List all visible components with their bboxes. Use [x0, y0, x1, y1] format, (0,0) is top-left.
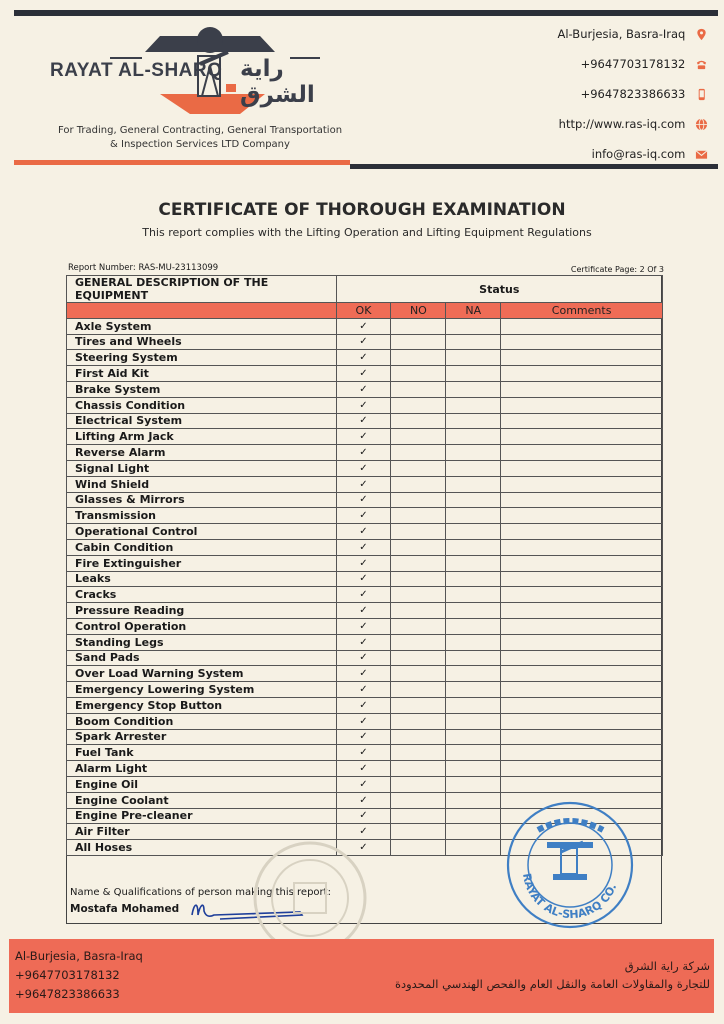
no-cell: [391, 350, 446, 366]
na-cell: [446, 682, 501, 698]
checklist-body: [67, 318, 663, 855]
equipment-item-label: Pressure Reading: [67, 603, 337, 619]
table-row: [67, 445, 663, 461]
no-cell: [391, 745, 446, 761]
ok-check-cell: ✓: [336, 729, 391, 745]
table-row: [67, 334, 663, 350]
comments-cell: [501, 492, 663, 508]
na-cell: [446, 808, 501, 824]
no-cell: [391, 413, 446, 429]
footer-bar: [9, 939, 714, 1013]
no-cell: [391, 792, 446, 808]
na-cell: [446, 697, 501, 713]
equipment-item-label: Fire Extinguisher: [67, 555, 337, 571]
comments-cell: [501, 460, 663, 476]
comments-cell: [501, 761, 663, 777]
contact-address: [478, 26, 708, 56]
comments-cell: [501, 476, 663, 492]
equipment-description-header: GENERAL DESCRIPTION OF THE EQUIPMENT: [67, 276, 337, 303]
no-cell: [391, 318, 446, 334]
equipment-item-label: Control Operation: [67, 618, 337, 634]
na-cell: [446, 555, 501, 571]
ok-check-cell: ✓: [336, 429, 391, 445]
ok-check-cell: ✓: [336, 524, 391, 540]
equipment-item-label: Standing Legs: [67, 634, 337, 650]
equipment-item-label: Leaks: [67, 571, 337, 587]
ok-check-cell: ✓: [336, 808, 391, 824]
equipment-item-label: Spark Arrester: [67, 729, 337, 745]
logo-text-en: RAYAT AL-SHARQ: [50, 60, 223, 81]
table-row: [67, 713, 663, 729]
na-cell: [446, 603, 501, 619]
ok-check-cell: ✓: [336, 745, 391, 761]
footer-company-ar: شركة راية الشرق: [624, 959, 710, 973]
footer-arabic: [395, 957, 710, 993]
tagline-line-1: For Trading, General Contracting, General Transportation: [57, 125, 343, 136]
ok-check-cell: ✓: [336, 381, 391, 397]
equipment-item-label: Emergency Stop Button: [67, 697, 337, 713]
column-ok-header: OK: [336, 303, 391, 319]
table-row: [67, 587, 663, 603]
equipment-item-label: Chassis Condition: [67, 397, 337, 413]
contact-phone-2: [478, 86, 708, 116]
no-cell: [391, 555, 446, 571]
ok-check-cell: ✓: [336, 824, 391, 840]
ok-check-cell: ✓: [336, 445, 391, 461]
table-row: [67, 650, 663, 666]
ok-check-cell: ✓: [336, 776, 391, 792]
na-cell: [446, 445, 501, 461]
comments-cell: [501, 381, 663, 397]
comments-cell: [501, 666, 663, 682]
footer-phone-1: +9647703178132: [15, 968, 120, 982]
comments-cell: [501, 776, 663, 792]
ok-check-cell: ✓: [336, 334, 391, 350]
na-cell: [446, 350, 501, 366]
na-cell: [446, 318, 501, 334]
na-cell: [446, 524, 501, 540]
stamp-text: RAYAT AL-SHARQ CO.: [520, 872, 620, 922]
table-row: [67, 697, 663, 713]
comments-cell: [501, 587, 663, 603]
na-cell: [446, 397, 501, 413]
ok-check-cell: ✓: [336, 460, 391, 476]
table-row: [67, 524, 663, 540]
no-cell: [391, 381, 446, 397]
ok-check-cell: ✓: [336, 350, 391, 366]
equipment-item-label: Cracks: [67, 587, 337, 603]
footer-address: Al-Burjesia, Basra-Iraq: [15, 949, 143, 963]
inspection-checklist-table: [66, 275, 663, 856]
column-no-header: NO: [391, 303, 446, 319]
table-row: [67, 508, 663, 524]
na-cell: [446, 571, 501, 587]
na-cell: [446, 666, 501, 682]
location-pin-icon: [695, 28, 708, 41]
na-cell: [446, 840, 501, 856]
na-cell: [446, 413, 501, 429]
inspector-name: Mostafa Mohamed: [70, 903, 180, 915]
na-cell: [446, 729, 501, 745]
header-divider-orange: [14, 160, 350, 165]
table-header-row: [67, 276, 663, 303]
table-row: [67, 745, 663, 761]
logo-text-ar: راية الشرق: [240, 56, 315, 108]
comments-cell: [501, 413, 663, 429]
no-cell: [391, 334, 446, 350]
ok-check-cell: ✓: [336, 603, 391, 619]
comments-cell: [501, 429, 663, 445]
na-cell: [446, 792, 501, 808]
equipment-item-label: Lifting Arm Jack: [67, 429, 337, 445]
no-cell: [391, 603, 446, 619]
equipment-item-label: Electrical System: [67, 413, 337, 429]
contact-email-text: info@ras-iq.com: [591, 147, 686, 161]
ok-check-cell: ✓: [336, 476, 391, 492]
table-row: [67, 397, 663, 413]
signature-label: Name & Qualifications of person making this report:: [70, 887, 331, 898]
footer-phone-2: +9647823386633: [15, 987, 120, 1001]
comments-cell: [501, 682, 663, 698]
equipment-item-label: First Aid Kit: [67, 366, 337, 382]
column-comments-header: Comments: [501, 303, 663, 319]
ok-check-cell: ✓: [336, 587, 391, 603]
ok-check-cell: ✓: [336, 713, 391, 729]
table-row: [67, 492, 663, 508]
company-stamp: [503, 800, 638, 930]
equipment-item-label: Glasses & Mirrors: [67, 492, 337, 508]
equipment-item-label: Axle System: [67, 318, 337, 334]
contact-block: [478, 26, 708, 176]
mobile-phone-icon: [695, 88, 708, 101]
table-subheader-row: [67, 303, 663, 319]
table-row: [67, 318, 663, 334]
document-title: CERTIFICATE OF THOROUGH EXAMINATION: [158, 200, 566, 220]
comments-cell: [501, 334, 663, 350]
equipment-item-label: Engine Oil: [67, 776, 337, 792]
no-cell: [391, 776, 446, 792]
contact-phone-2-text: +9647823386633: [580, 87, 686, 101]
equipment-item-label: Transmission: [67, 508, 337, 524]
na-cell: [446, 508, 501, 524]
telephone-icon: [695, 58, 708, 71]
ok-check-cell: ✓: [336, 318, 391, 334]
comments-cell: [501, 366, 663, 382]
no-cell: [391, 697, 446, 713]
contact-website: [478, 116, 708, 146]
na-cell: [446, 476, 501, 492]
no-cell: [391, 571, 446, 587]
comments-cell: [501, 745, 663, 761]
table-row: [67, 381, 663, 397]
ok-check-cell: ✓: [336, 366, 391, 382]
table-row: [67, 666, 663, 682]
ok-check-cell: ✓: [336, 840, 391, 856]
ok-check-cell: ✓: [336, 618, 391, 634]
equipment-item-label: Signal Light: [67, 460, 337, 476]
no-cell: [391, 650, 446, 666]
globe-icon: [695, 118, 708, 131]
comments-cell: [501, 555, 663, 571]
contact-phone-1-text: +9647703178132: [580, 57, 686, 71]
ok-check-cell: ✓: [336, 508, 391, 524]
comments-cell: [501, 618, 663, 634]
no-cell: [391, 397, 446, 413]
na-cell: [446, 745, 501, 761]
no-cell: [391, 366, 446, 382]
no-cell: [391, 445, 446, 461]
na-cell: [446, 650, 501, 666]
comments-cell: [501, 713, 663, 729]
footer-contact: [15, 947, 143, 1004]
na-cell: [446, 429, 501, 445]
na-cell: [446, 587, 501, 603]
equipment-item-label: Emergency Lowering System: [67, 682, 337, 698]
company-logo: [50, 22, 350, 117]
comments-cell: [501, 697, 663, 713]
equipment-item-label: Operational Control: [67, 524, 337, 540]
equipment-item-label: Over Load Warning System: [67, 666, 337, 682]
no-cell: [391, 524, 446, 540]
no-cell: [391, 761, 446, 777]
equipment-item-label: Cabin Condition: [67, 539, 337, 555]
equipment-item-label: Reverse Alarm: [67, 445, 337, 461]
comments-cell: [501, 445, 663, 461]
comments-cell: [501, 603, 663, 619]
ok-check-cell: ✓: [336, 666, 391, 682]
ok-check-cell: ✓: [336, 650, 391, 666]
no-cell: [391, 476, 446, 492]
table-row: [67, 429, 663, 445]
equipment-item-label: Tires and Wheels: [67, 334, 337, 350]
na-cell: [446, 381, 501, 397]
comments-cell: [501, 524, 663, 540]
comments-cell: [501, 571, 663, 587]
table-row: [67, 350, 663, 366]
na-cell: [446, 761, 501, 777]
table-row: [67, 476, 663, 492]
company-tagline: [50, 124, 350, 152]
equipment-item-label: Engine Coolant: [67, 792, 337, 808]
ok-check-cell: ✓: [336, 792, 391, 808]
table-row: [67, 634, 663, 650]
no-cell: [391, 666, 446, 682]
ok-check-cell: ✓: [336, 634, 391, 650]
table-row: [67, 603, 663, 619]
table-row: [67, 761, 663, 777]
no-cell: [391, 729, 446, 745]
table-row: [67, 571, 663, 587]
table-row: [67, 539, 663, 555]
table-row: [67, 555, 663, 571]
comments-cell: [501, 508, 663, 524]
no-cell: [391, 634, 446, 650]
comments-cell: [501, 350, 663, 366]
no-cell: [391, 460, 446, 476]
contact-website-text: http://www.ras-iq.com: [558, 117, 686, 131]
ok-check-cell: ✓: [336, 413, 391, 429]
subheader-blank: [67, 303, 337, 319]
comments-cell: [501, 397, 663, 413]
tagline-line-2: & Inspection Services LTD Company: [110, 139, 290, 150]
equipment-item-label: All Hoses: [67, 840, 337, 856]
certificate-page: Certificate Page: 2 Of 3: [570, 265, 664, 274]
na-cell: [446, 539, 501, 555]
table-row: [67, 618, 663, 634]
table-row: [67, 413, 663, 429]
contact-email: [478, 146, 708, 176]
ok-check-cell: ✓: [336, 397, 391, 413]
status-header: Status: [336, 276, 662, 303]
report-number: Report Number: RAS-MU-23113099: [68, 263, 219, 273]
comments-cell: [501, 539, 663, 555]
table-row: [67, 682, 663, 698]
comments-cell: [501, 318, 663, 334]
equipment-item-label: Wind Shield: [67, 476, 337, 492]
comments-cell: [501, 650, 663, 666]
no-cell: [391, 808, 446, 824]
no-cell: [391, 682, 446, 698]
na-cell: [446, 460, 501, 476]
table-row: [67, 460, 663, 476]
envelope-icon: [695, 148, 708, 161]
document-subtitle: This report complies with the Lifting Operation and Lifting Equipment Regulations: [142, 226, 592, 239]
equipment-item-label: Sand Pads: [67, 650, 337, 666]
na-cell: [446, 366, 501, 382]
na-cell: [446, 492, 501, 508]
ok-check-cell: ✓: [336, 555, 391, 571]
ok-check-cell: ✓: [336, 682, 391, 698]
table-row: [67, 729, 663, 745]
comments-cell: [501, 729, 663, 745]
no-cell: [391, 824, 446, 840]
no-cell: [391, 840, 446, 856]
no-cell: [391, 429, 446, 445]
na-cell: [446, 824, 501, 840]
equipment-item-label: Air Filter: [67, 824, 337, 840]
column-na-header: NA: [446, 303, 501, 319]
ok-check-cell: ✓: [336, 761, 391, 777]
equipment-item-label: Alarm Light: [67, 761, 337, 777]
equipment-item-label: Boom Condition: [67, 713, 337, 729]
no-cell: [391, 508, 446, 524]
equipment-item-label: Steering System: [67, 350, 337, 366]
no-cell: [391, 539, 446, 555]
table-row: [67, 366, 663, 382]
equipment-item-label: Engine Pre-cleaner: [67, 808, 337, 824]
ok-check-cell: ✓: [336, 539, 391, 555]
na-cell: [446, 618, 501, 634]
table-row: [67, 776, 663, 792]
ok-check-cell: ✓: [336, 697, 391, 713]
na-cell: [446, 634, 501, 650]
comments-cell: [501, 634, 663, 650]
header-divider-dark: [350, 164, 718, 169]
no-cell: [391, 618, 446, 634]
ok-check-cell: ✓: [336, 571, 391, 587]
top-dark-bar: [14, 10, 718, 16]
footer-tagline-ar: للتجارة والمقاولات العامة والنقل العام والفحص الهندسي المحدودة: [394, 977, 710, 991]
ok-check-cell: ✓: [336, 492, 391, 508]
equipment-item-label: Brake System: [67, 381, 337, 397]
na-cell: [446, 334, 501, 350]
na-cell: [446, 776, 501, 792]
no-cell: [391, 587, 446, 603]
contact-address-text: Al-Burjesia, Basra-Iraq: [557, 27, 686, 41]
no-cell: [391, 713, 446, 729]
na-cell: [446, 713, 501, 729]
no-cell: [391, 492, 446, 508]
equipment-item-label: Fuel Tank: [67, 745, 337, 761]
contact-phone-1: [478, 56, 708, 86]
